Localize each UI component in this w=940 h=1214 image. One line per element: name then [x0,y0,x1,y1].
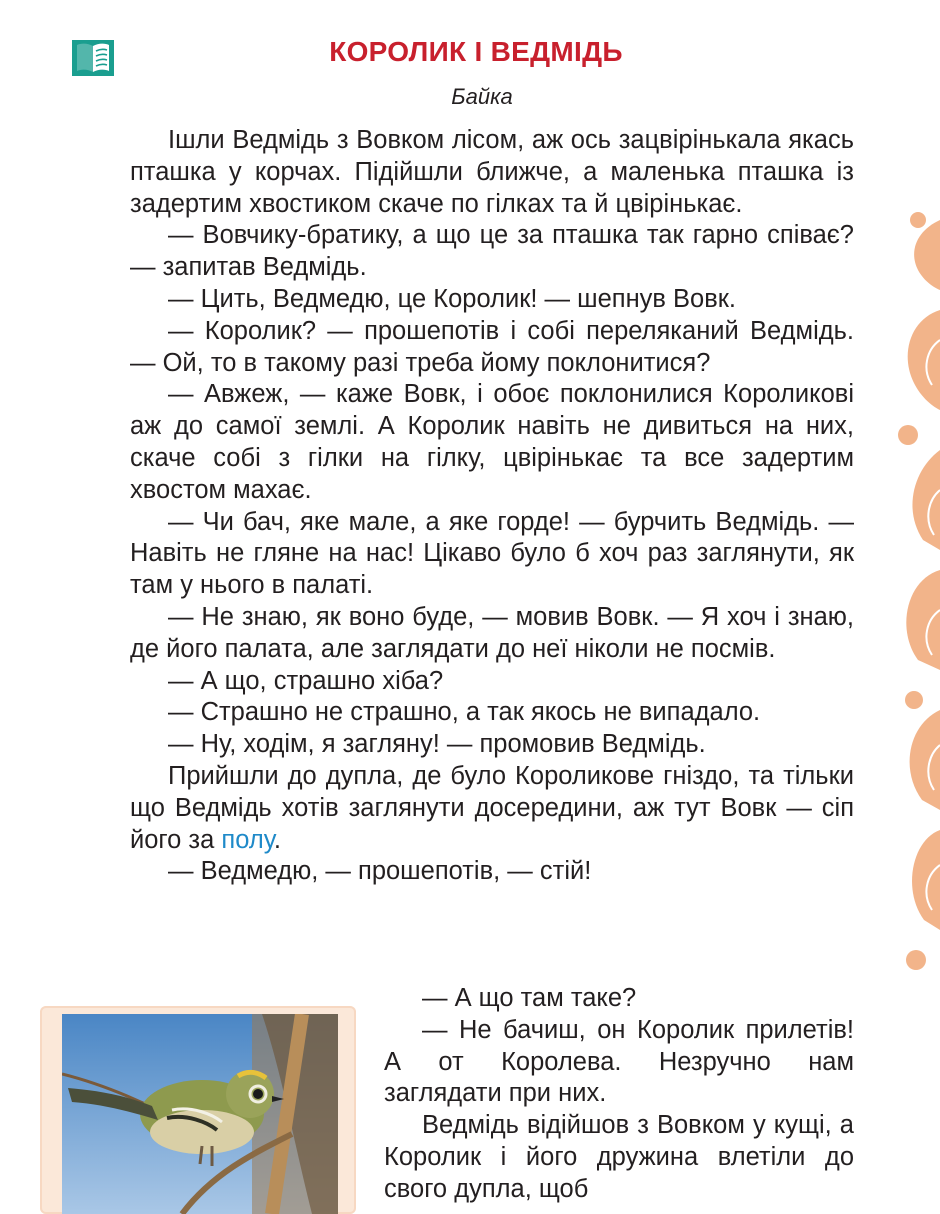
story-genre: Байка [451,84,513,109]
paragraph: — Страшно не страшно, а так якось не випадало. [168,698,761,727]
paragraph: — Не знаю, як воно буде, — мовив Вовк. — Я хоч і знаю, де його палата, але заглядати до неї ніколи не посмів. [130,602,854,663]
paragraph: — Ведмедю, — прошепотів, — стій! [168,857,592,886]
paragraph [130,761,854,856]
paragraph-text: . [273,825,282,854]
paragraph: — Ну, ходім, я загляну! — промовив Ведмідь. [168,730,706,759]
paragraph: — А що, страшно хіба? [168,666,444,695]
story-body [130,125,854,888]
paragraph: — Чи бач, яке мале, а яке горде! — бурчить Ведмідь. — Навіть не гляне на нас! Цікаво було б хоч раз заглянути, як там у нього в палаті. [130,507,854,600]
goldcrest-bird-photo [62,1014,338,1214]
glossary-link[interactable]: полу [221,825,274,854]
paragraph: Ішли Ведмідь з Вовком лісом, аж ось зацвірінькала якась пташка у корчах. Підійшли ближче, а маленька пташка із задертим хвостиком скаче по гілках та й цвірінькає. [130,126,854,218]
paragraph: — Королик? — прошепотів і собі переляканий Ведмідь. — Ой, то в такому разі треба йому поклонитися? [130,316,854,377]
paragraph: Ведмідь відійшов з Вовком у кущі, а Королик і його дружина влетіли до свого дупла, щоб [384,1111,854,1203]
paragraph: — Вовчику-братику, а що це за пташка так гарно співає? — запитав Ведмідь. [130,221,854,282]
paragraph: — Авжеж, — каже Вовк, і обоє поклонилися Короликові аж до самої землі. А Королик навіть не дивиться на них, скаче собі з гілки на гілку, цвірінькає та все задертим хвостом махає. [130,380,854,504]
paragraph-text: Прийшли до дупла, де було Короликове гніздо, та тільки що Ведмідь хотів заглянути досередини, аж тут Вовк — сіп його за [130,761,854,854]
paragraph: — Цить, Ведмедю, це Королик! — шепнув Вовк. [168,284,737,313]
wrapped-text-column [384,983,854,1206]
paragraph: — Не бачиш, он Королик прилетів! А от Королева. Незручно нам заглядати при них. [384,1015,854,1108]
paragraph: — А що там таке? [422,984,637,1012]
story-title: КОРОЛИК І ВЕДМІДЬ [329,36,623,67]
folk-ornament-decoration [878,200,940,1000]
